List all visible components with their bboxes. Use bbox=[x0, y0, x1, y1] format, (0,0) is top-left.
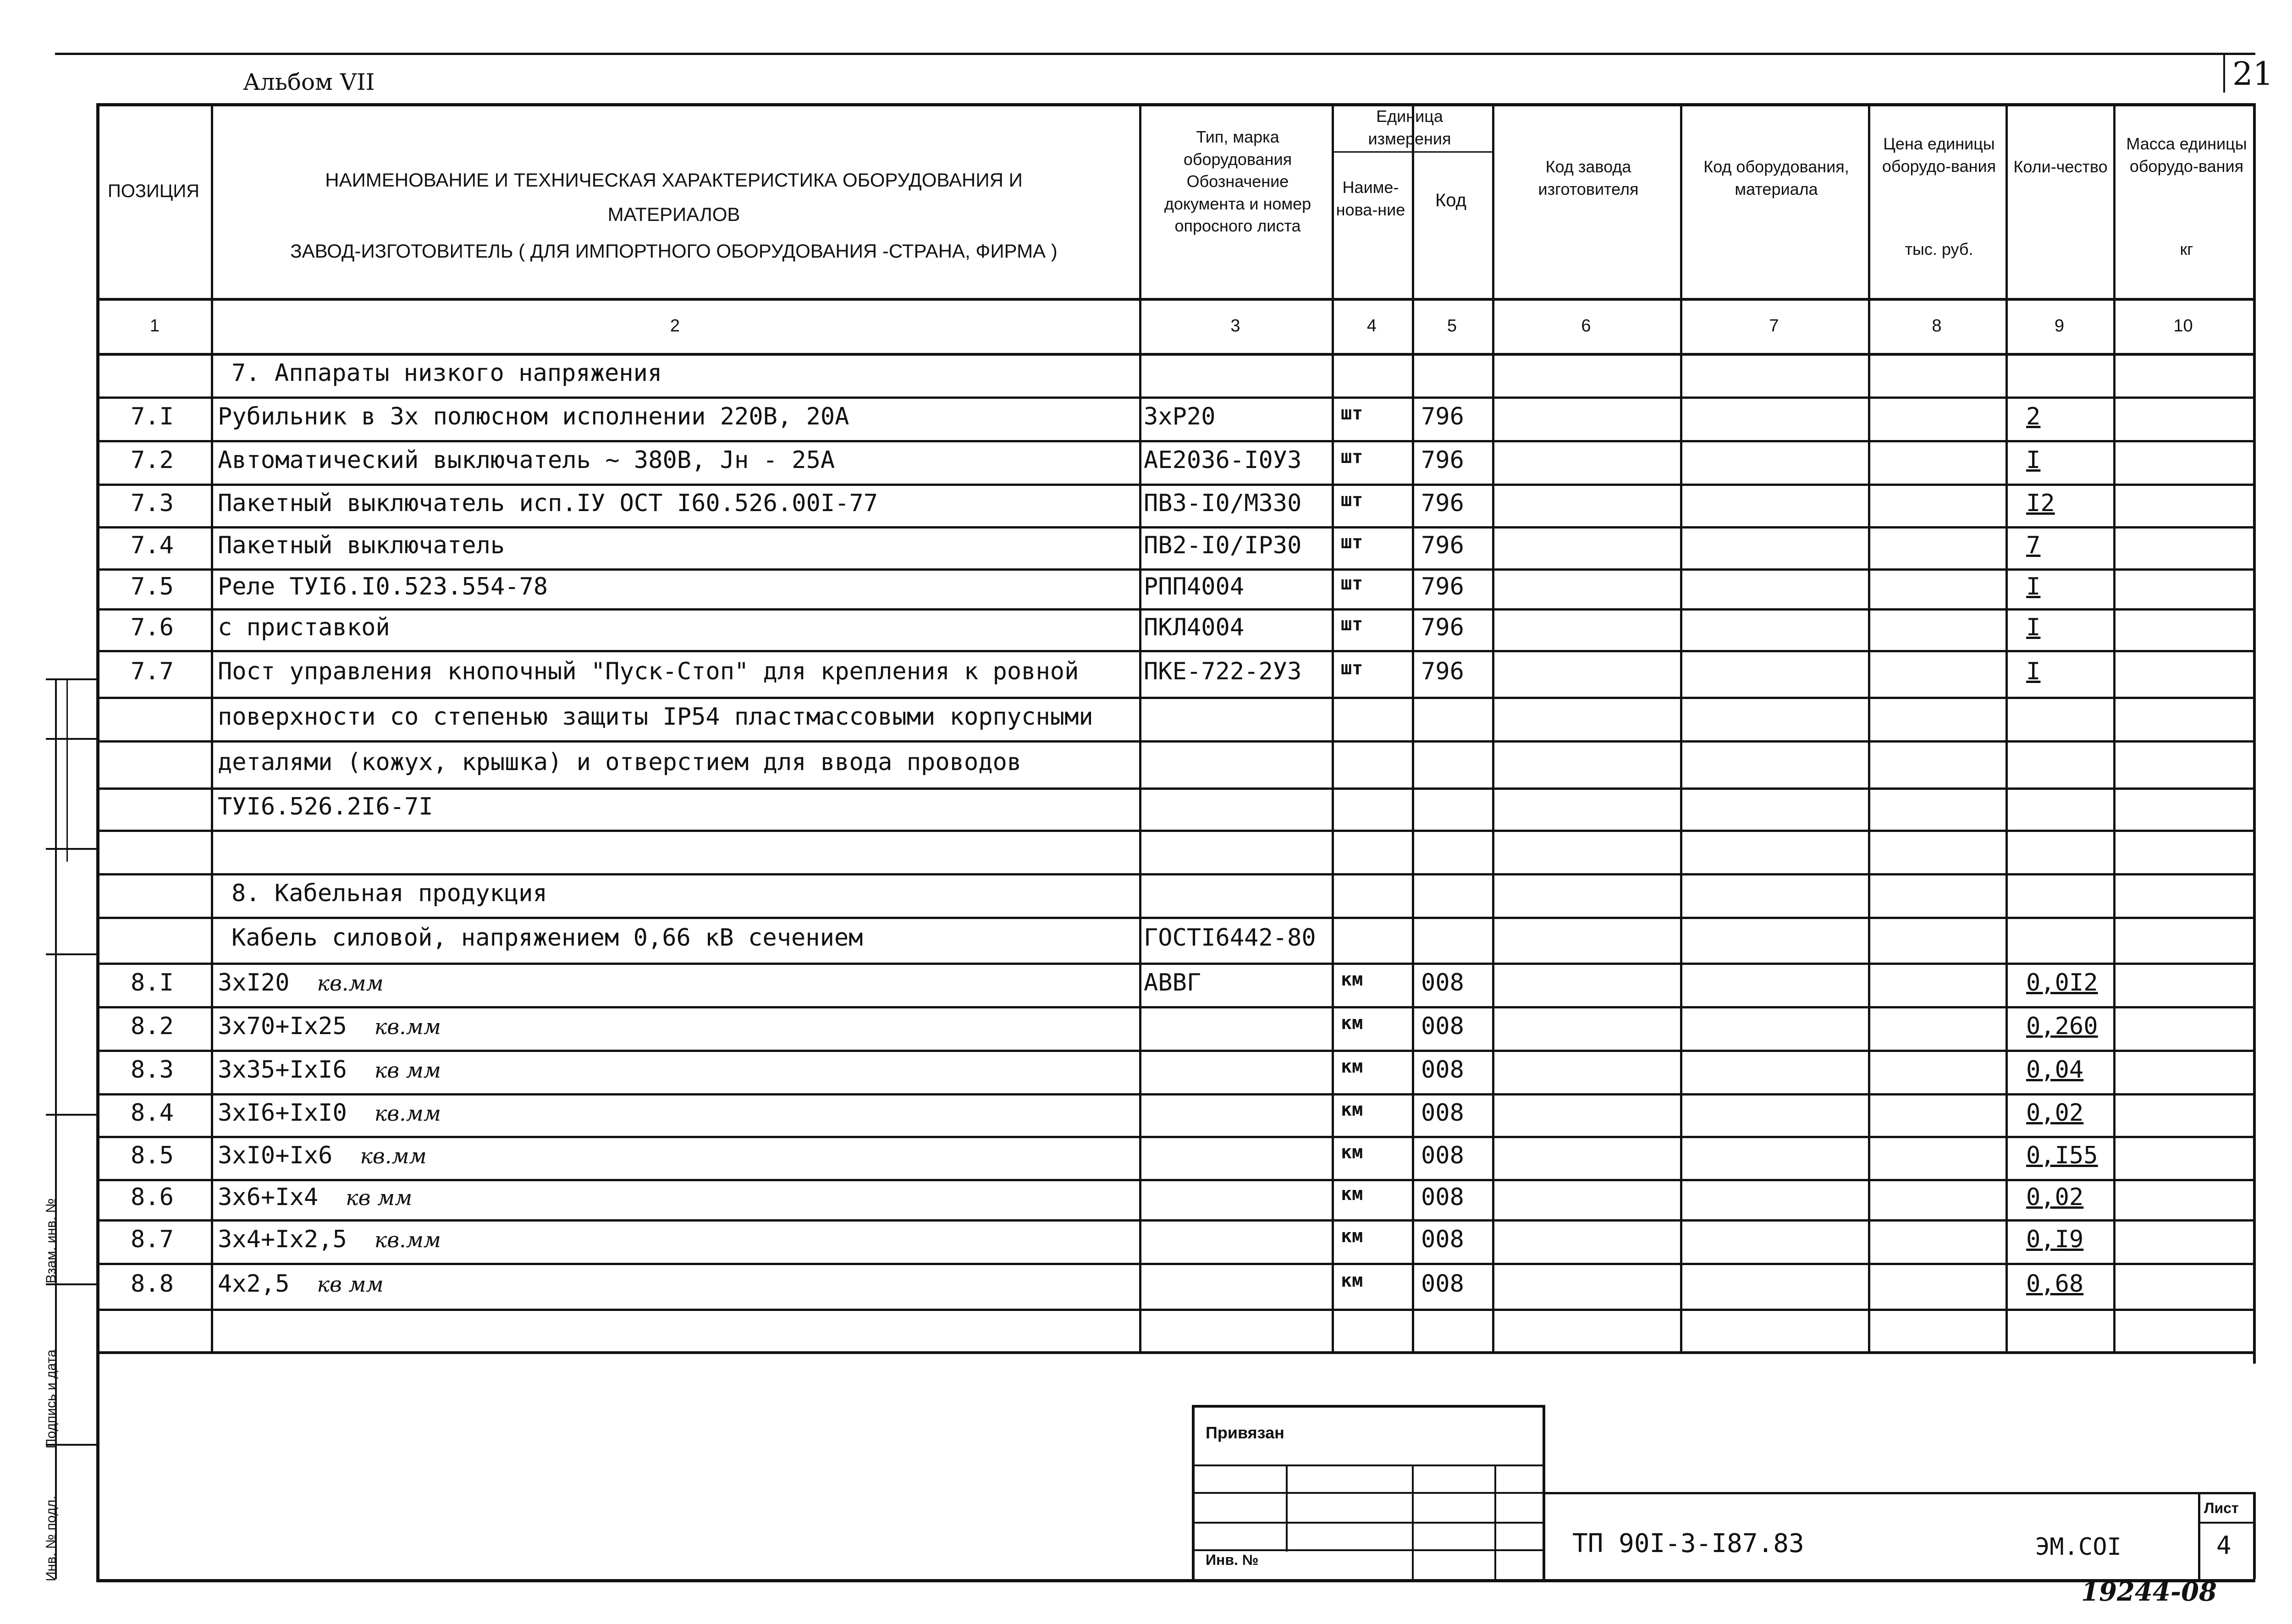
row-unit: шт bbox=[1341, 446, 1363, 468]
stamp-sheet-label: Лист bbox=[2204, 1500, 2239, 1516]
stamp-sheet-number: 4 bbox=[2216, 1531, 2231, 1560]
rule bbox=[99, 526, 2253, 528]
row-unit: км bbox=[1341, 1056, 1363, 1077]
row-unit: шт bbox=[1341, 489, 1363, 511]
row-unit-code: 796 bbox=[1421, 446, 1464, 474]
header-name-line1: НАИМЕНОВАНИЕ И ТЕХНИЧЕСКАЯ ХАРАКТЕРИСТИКА ОБОРУДОВАНИЯ И bbox=[325, 169, 1023, 191]
rule bbox=[99, 1351, 2253, 1354]
row-type: 3хР20 bbox=[1144, 402, 1216, 430]
row-position: 8.6 bbox=[131, 1184, 174, 1211]
stamp-mark: ЭМ.СОI bbox=[2035, 1533, 2121, 1561]
rule bbox=[99, 740, 2253, 743]
rule bbox=[99, 830, 2253, 832]
row-unit-code: 796 bbox=[1421, 658, 1464, 685]
column-number: 5 bbox=[1447, 316, 1457, 336]
rule bbox=[66, 678, 68, 862]
rule bbox=[99, 650, 2253, 652]
row-quantity: 7 bbox=[2026, 532, 2041, 559]
row-name: Кабель силовой, напряжением 0,66 кВ сечением bbox=[231, 924, 863, 952]
column-number: 10 bbox=[2173, 316, 2193, 336]
row-unit: км bbox=[1341, 1012, 1363, 1034]
row-position: 7.5 bbox=[131, 573, 174, 600]
row-name: 4х2,5 кв мм bbox=[218, 1270, 384, 1298]
stamp-bound-label: Привязан bbox=[1206, 1423, 1284, 1442]
row-quantity: I2 bbox=[2026, 489, 2055, 517]
column-number: 3 bbox=[1230, 316, 1240, 336]
row-unit-code: 796 bbox=[1421, 532, 1464, 559]
rule bbox=[46, 1114, 96, 1116]
rule bbox=[99, 608, 2253, 611]
column-number: 9 bbox=[2054, 316, 2065, 336]
rule bbox=[1192, 1492, 1545, 1494]
row-quantity: I bbox=[2026, 613, 2041, 641]
row-unit-code: 008 bbox=[1421, 1012, 1464, 1040]
column-number: 6 bbox=[1581, 316, 1591, 336]
header-position: ПОЗИЦИЯ bbox=[108, 181, 199, 201]
rule bbox=[99, 353, 2253, 356]
row-name: 7. Аппараты низкого напряжения bbox=[231, 359, 662, 387]
column-number: 4 bbox=[1366, 316, 1377, 336]
header-unit-group: Единица измерения bbox=[1368, 107, 1451, 148]
rule bbox=[99, 396, 2253, 399]
row-unit: км bbox=[1341, 1225, 1363, 1247]
header-unit-code: Код bbox=[1435, 190, 1466, 210]
header-unit-name: Наиме-нова-ние bbox=[1336, 178, 1405, 219]
rule bbox=[96, 1579, 2255, 1582]
row-quantity: 2 bbox=[2026, 402, 2041, 430]
row-type: АВВГ bbox=[1144, 969, 1201, 996]
rule bbox=[99, 568, 2253, 571]
rule bbox=[99, 917, 2253, 919]
header-name-line3: ЗАВОД-ИЗГОТОВИТЕЛЬ ( ДЛЯ ИМПОРТНОГО ОБОРУДОВАНИЯ -СТРАНА, ФИРМА ) bbox=[290, 240, 1058, 262]
row-unit: км bbox=[1341, 1270, 1363, 1291]
row-quantity: 0,I9 bbox=[2026, 1225, 2084, 1253]
row-quantity: I bbox=[2026, 658, 2041, 685]
row-position: 8.2 bbox=[131, 1012, 174, 1040]
rule bbox=[46, 678, 96, 680]
rule bbox=[1192, 1549, 1545, 1551]
rule bbox=[99, 1263, 2253, 1265]
row-type: ПКЛ4004 bbox=[1144, 613, 1245, 641]
row-name: 3х35+IхI6 кв мм bbox=[218, 1056, 441, 1084]
rule bbox=[99, 298, 2253, 301]
rule bbox=[1868, 103, 1870, 1351]
row-position: 7.2 bbox=[131, 446, 174, 474]
row-position: 7.4 bbox=[131, 532, 174, 559]
row-unit: шт bbox=[1341, 658, 1363, 679]
header-equipment-code: Код оборудования, материала bbox=[1703, 157, 1849, 198]
row-name: Пакетный выключатель исп.IУ ОСТ I60.526.00I-77 bbox=[218, 489, 878, 517]
rule bbox=[1543, 1492, 2253, 1494]
row-unit: шт bbox=[1341, 402, 1363, 424]
row-name-unit: кв.мм bbox=[317, 970, 384, 996]
rule bbox=[46, 953, 96, 955]
side-inv-replace: Взам. инв. № bbox=[44, 1198, 59, 1283]
row-unit: км bbox=[1341, 1184, 1363, 1205]
rule bbox=[46, 1283, 96, 1285]
header-name-line2: МАТЕРИАЛОВ bbox=[607, 204, 740, 225]
row-unit-code: 008 bbox=[1421, 1142, 1464, 1169]
rule bbox=[1332, 151, 1492, 153]
row-quantity: 0,68 bbox=[2026, 1270, 2084, 1298]
row-unit-code: 008 bbox=[1421, 969, 1464, 996]
row-quantity: 0,0I2 bbox=[2026, 969, 2098, 996]
row-name: Пост управления кнопочный "Пуск-Стоп" для крепления к ровной bbox=[218, 658, 1079, 685]
rule bbox=[99, 963, 2253, 965]
row-type: ПКЕ-722-2У3 bbox=[1144, 658, 1302, 685]
row-name: 3хI20 кв.мм bbox=[218, 969, 384, 996]
rule bbox=[99, 1093, 2253, 1096]
header-quantity: Коли-чество bbox=[2013, 157, 2108, 176]
row-unit: шт bbox=[1341, 573, 1363, 594]
row-name-unit: кв мм bbox=[346, 1185, 413, 1210]
rule bbox=[99, 1050, 2253, 1052]
rule bbox=[2198, 1492, 2200, 1579]
row-position: 8.I bbox=[131, 969, 174, 996]
row-unit-code: 796 bbox=[1421, 489, 1464, 517]
rule bbox=[99, 484, 2253, 486]
row-unit-code: 008 bbox=[1421, 1184, 1464, 1211]
row-unit-code: 796 bbox=[1421, 402, 1464, 430]
row-position: 7.I bbox=[131, 402, 174, 430]
rule bbox=[46, 848, 96, 850]
row-type: ПВ2-I0/IР30 bbox=[1144, 532, 1302, 559]
side-sign-date: Подпись и дата bbox=[44, 1349, 59, 1448]
header-mass: Масса единицы оборудо-вания bbox=[2126, 134, 2247, 176]
row-name: 3х4+Iх2,5 кв.мм bbox=[218, 1225, 441, 1253]
row-quantity: 0,02 bbox=[2026, 1099, 2084, 1127]
rule bbox=[99, 873, 2253, 875]
row-position: 7.3 bbox=[131, 489, 174, 517]
rule bbox=[99, 1219, 2253, 1222]
rule bbox=[2253, 1492, 2256, 1579]
row-unit-code: 008 bbox=[1421, 1099, 1464, 1127]
row-unit-code: 008 bbox=[1421, 1056, 1464, 1084]
row-name: с приставкой bbox=[218, 613, 390, 641]
row-name: ТУI6.526.2I6-7I bbox=[218, 793, 433, 820]
rule bbox=[1192, 1464, 1545, 1466]
header-type: Тип, марка оборудования Обозначение документа и номер опросного листа bbox=[1164, 127, 1311, 236]
rule bbox=[2253, 103, 2256, 1364]
header-factory-code: Код завода изготовителя bbox=[1538, 157, 1639, 198]
row-name: Пакетный выключатель bbox=[218, 532, 505, 559]
sheet-corner-number: 21 bbox=[2223, 55, 2273, 93]
row-position: 8.3 bbox=[131, 1056, 174, 1084]
archive-number: 19244-08 bbox=[2081, 1577, 2217, 1607]
column-number: 2 bbox=[670, 316, 680, 336]
row-quantity: 0,260 bbox=[2026, 1012, 2098, 1040]
rule bbox=[99, 1136, 2253, 1138]
row-name-unit: кв.мм bbox=[360, 1144, 427, 1168]
row-type: ГОСТI6442-80 bbox=[1144, 924, 1316, 952]
row-name-unit: кв.мм bbox=[374, 1101, 441, 1126]
rule bbox=[2198, 1522, 2253, 1524]
row-name: 3хI0+Iх6 кв.мм bbox=[218, 1142, 427, 1169]
rule bbox=[1412, 103, 1414, 1351]
row-name: 3хI6+IхI0 кв.мм bbox=[218, 1099, 441, 1127]
row-type: АЕ2036-I0У3 bbox=[1144, 446, 1302, 474]
rule bbox=[99, 1179, 2253, 1181]
rule bbox=[96, 103, 99, 1579]
row-quantity: I bbox=[2026, 573, 2041, 600]
rule bbox=[1492, 103, 1494, 1351]
row-name-unit: кв мм bbox=[374, 1057, 441, 1083]
row-type: РПП4004 bbox=[1144, 573, 1245, 600]
column-number: 1 bbox=[149, 316, 160, 336]
row-position: 8.8 bbox=[131, 1270, 174, 1298]
rule bbox=[99, 1006, 2253, 1008]
rule bbox=[2113, 103, 2116, 1351]
side-inv-orig: Инв. № подл. bbox=[44, 1496, 59, 1581]
row-unit: км bbox=[1341, 1099, 1363, 1120]
rule bbox=[1494, 1464, 1496, 1579]
row-unit: шт bbox=[1341, 532, 1363, 553]
row-name: 3х70+Iх25 кв.мм bbox=[218, 1012, 441, 1040]
rule bbox=[1192, 1522, 1545, 1524]
row-quantity: 0,04 bbox=[2026, 1056, 2084, 1084]
row-quantity: 0,02 bbox=[2026, 1184, 2084, 1211]
row-quantity: 0,I55 bbox=[2026, 1142, 2098, 1169]
row-unit-code: 796 bbox=[1421, 613, 1464, 641]
column-number: 8 bbox=[1932, 316, 1942, 336]
row-quantity: I bbox=[2026, 446, 2041, 474]
rule bbox=[99, 1309, 2253, 1311]
rule bbox=[1680, 103, 1682, 1351]
header-mass-unit: кг bbox=[2180, 240, 2193, 259]
row-name: деталями (кожух, крышка) и отверстием для ввода проводов bbox=[218, 748, 1022, 776]
row-name: 3х6+Iх4 кв мм bbox=[218, 1184, 413, 1211]
rule bbox=[2006, 103, 2008, 1351]
stamp-inv-label: Инв. № bbox=[1206, 1552, 1259, 1568]
row-position: 8.7 bbox=[131, 1225, 174, 1253]
rule bbox=[1139, 103, 1141, 1351]
header-price-unit: тыс. руб. bbox=[1905, 240, 1973, 259]
row-unit-code: 008 bbox=[1421, 1225, 1464, 1253]
rule bbox=[1192, 1405, 1545, 1408]
row-type: ПВ3-I0/М330 bbox=[1144, 489, 1302, 517]
rule bbox=[1412, 1464, 1414, 1579]
row-name: Автоматический выключатель ~ 380В, Jн - 25А bbox=[218, 446, 835, 474]
rule bbox=[1332, 103, 1334, 1351]
row-position: 7.7 bbox=[131, 658, 174, 685]
rule bbox=[46, 738, 96, 740]
stamp-doc-code: ТП 90I-3-I87.83 bbox=[1572, 1529, 1804, 1558]
row-name-unit: кв.мм bbox=[374, 1227, 441, 1252]
row-unit: шт bbox=[1341, 613, 1363, 635]
header-price: Цена единицы оборудо-вания bbox=[1882, 134, 1996, 176]
rule bbox=[99, 697, 2253, 699]
row-name: Рубильник в 3х полюсном исполнении 220В, 20А bbox=[218, 402, 849, 430]
column-number: 7 bbox=[1769, 316, 1779, 336]
top-rule bbox=[55, 53, 2255, 55]
rule bbox=[99, 787, 2253, 790]
row-position: 8.4 bbox=[131, 1099, 174, 1127]
row-name: 8. Кабельная продукция bbox=[231, 879, 547, 907]
row-unit: км bbox=[1341, 969, 1363, 990]
row-name-unit: кв.мм bbox=[374, 1014, 441, 1039]
row-name-unit: кв мм bbox=[317, 1272, 384, 1297]
row-unit: км bbox=[1341, 1142, 1363, 1163]
row-unit-code: 796 bbox=[1421, 573, 1464, 600]
row-name: Реле ТУI6.I0.523.554-78 bbox=[218, 573, 548, 600]
rule bbox=[1286, 1464, 1288, 1552]
album-label: Альбом VII bbox=[243, 69, 375, 95]
rule bbox=[211, 103, 213, 1351]
row-unit-code: 008 bbox=[1421, 1270, 1464, 1298]
row-position: 7.6 bbox=[131, 613, 174, 641]
row-position: 8.5 bbox=[131, 1142, 174, 1169]
row-name: поверхности со степенью защиты IP54 пластмассовыми корпусными bbox=[218, 703, 1093, 731]
rule bbox=[99, 103, 2253, 106]
rule bbox=[99, 440, 2253, 442]
